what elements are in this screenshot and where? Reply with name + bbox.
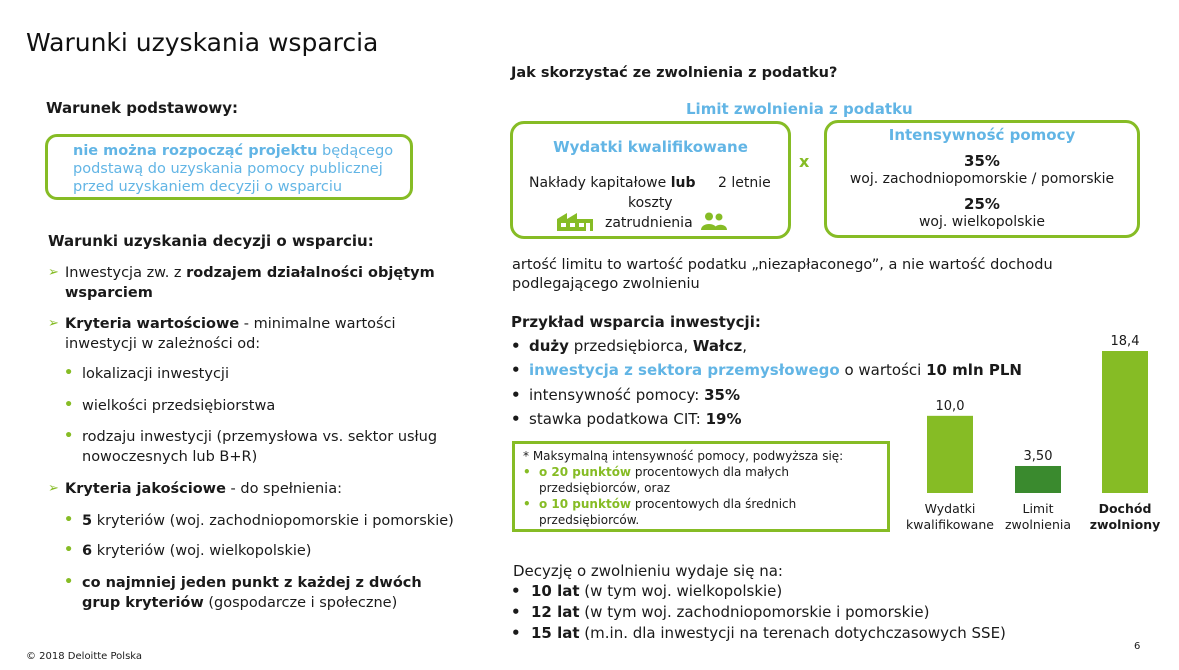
- multiply-sign: x: [799, 152, 810, 171]
- chart-bar: [1102, 351, 1148, 493]
- example-item-text: przedsiębiorca,: [568, 337, 693, 355]
- example-item: [511, 386, 740, 404]
- value-sub-item: [64, 396, 275, 416]
- chart-category-label: Wydatki: [924, 501, 976, 516]
- condition-item-value-rest: - minimalne wartości inwestycji w zależności od:: [65, 316, 396, 352]
- qualified-expenses-text: 2 letnie: [718, 175, 771, 191]
- aid-intensity-pct: 35%: [964, 152, 1000, 170]
- copyright: © 2018 Deloitte Polska: [26, 651, 143, 662]
- condition-item-value: [48, 314, 428, 354]
- chart-category-label: Limit: [1022, 501, 1054, 516]
- bullet-icon: •: [523, 497, 531, 511]
- example-item-text: ,: [742, 337, 748, 355]
- quality-sub-item: [64, 573, 464, 613]
- condition-item-activity: [48, 263, 468, 303]
- bullet-icon: •: [511, 624, 521, 642]
- example-item-highlight: inwestycja z sektora przemysłowego: [529, 361, 840, 379]
- example-item-text: stawka podatkowa CIT:: [529, 410, 706, 428]
- basic-condition-line2: podstawą do uzyskania pomocy publicznej: [73, 161, 383, 177]
- page-title: Warunki uzyskania wsparcia: [26, 28, 379, 57]
- limit-note-line: podlegającego zwolnieniu: [512, 276, 700, 292]
- limit-heading: Limit zwolnienia z podatku: [686, 100, 913, 118]
- example-item-bold: 35%: [704, 386, 741, 404]
- example-item-text: o wartości: [839, 361, 927, 379]
- qualified-expenses-text: Nakłady kapitałowe: [529, 175, 671, 191]
- value-sub-item: [64, 427, 484, 467]
- question-heading: Jak skorzystać ze zwolnienia z podatku?: [511, 65, 838, 81]
- bullet-icon: •: [64, 542, 74, 558]
- example-item: [511, 410, 742, 428]
- chart-category-label: Dochód: [1098, 501, 1152, 516]
- condition-item-activity-pre: Inwestycja zw. z: [65, 265, 187, 281]
- condition-item-quality-rest: - do spełnienia:: [225, 481, 342, 497]
- max-intensity-text: procentowych dla małych: [631, 465, 789, 479]
- people-icon: [701, 212, 727, 230]
- factory-icon: [557, 213, 593, 231]
- basic-condition-line3: przed uzyskaniem decyzji o wsparciu: [73, 179, 343, 195]
- example-heading: Przykład wsparcia inwestycji:: [511, 313, 761, 331]
- bullet-icon: •: [64, 512, 74, 528]
- qualified-expenses-or: lub: [670, 175, 696, 191]
- max-intensity-points: o 10 punktów: [539, 497, 632, 511]
- example-item-bold: 10 mln PLN: [926, 361, 1022, 379]
- bullet-icon: •: [64, 365, 74, 381]
- aid-intensity-pct: 25%: [964, 195, 1000, 213]
- limit-note: [512, 256, 1112, 294]
- qualified-expenses-box: [510, 121, 791, 239]
- example-item-bold: 19%: [705, 410, 742, 428]
- bullet-icon: •: [64, 397, 74, 413]
- basic-condition-rest: będącego: [317, 143, 394, 159]
- aid-intensity-heading: Intensywność pomocy: [888, 126, 1076, 144]
- qualified-expenses-heading: Wydatki kwalifikowane: [553, 138, 748, 156]
- quality-sub-item: [64, 511, 454, 531]
- page-number: 6: [1134, 641, 1141, 652]
- chart-category-label: kwalifikowane: [906, 517, 994, 532]
- max-intensity-text: przedsiębiorców.: [539, 513, 640, 527]
- bullet-icon: •: [511, 361, 521, 379]
- basic-condition-heading: Warunek podstawowy:: [46, 99, 239, 117]
- bullet-icon: •: [511, 337, 521, 355]
- conditions-heading: Warunki uzyskania decyzji o wsparciu:: [48, 232, 374, 250]
- example-bar-chart: [895, 325, 1175, 540]
- condition-item-activity-bold: rodzajem działalności objętym wsparciem: [65, 265, 435, 301]
- aid-intensity-region: woj. zachodniopomorskie / pomorskie: [849, 171, 1115, 187]
- value-sub-item-text: wielkości przedsiębiorstwa: [82, 398, 276, 414]
- arrow-icon: ➢: [48, 481, 59, 496]
- decision-item-bold: 15 lat: [531, 624, 580, 642]
- example-item-bold: Wałcz: [692, 337, 743, 355]
- chart-bar: [1015, 466, 1061, 493]
- bullet-icon: •: [64, 428, 74, 444]
- basic-condition-box: [45, 134, 413, 200]
- decision-item-text: (w tym woj. wielkopolskie): [579, 582, 783, 600]
- decision-item: [511, 582, 782, 600]
- quality-sub-item: [64, 541, 311, 561]
- max-intensity-text: procentowych dla średnich: [631, 497, 797, 511]
- decision-item-bold: 12 lat: [531, 603, 580, 621]
- bullet-icon: •: [511, 582, 521, 600]
- condition-item-quality: [48, 479, 468, 499]
- max-intensity-intro: * Maksymalną intensywność pomocy, podwyższa się:: [523, 449, 844, 463]
- value-sub-item-text: rodzaju inwestycji (przemysłowa vs. sektor usług nowoczesnych lub B+R): [82, 429, 438, 465]
- qualified-expenses-text: koszty: [628, 195, 673, 211]
- arrow-icon: ➢: [48, 316, 59, 331]
- arrow-icon: ➢: [48, 265, 59, 280]
- bullet-icon: •: [523, 465, 531, 479]
- aid-intensity-box: [824, 120, 1140, 238]
- chart-value-label: 3,50: [1023, 448, 1053, 464]
- decision-item: [511, 624, 1006, 642]
- condition-item-value-bold: Kryteria wartościowe: [65, 316, 240, 332]
- bullet-icon: •: [511, 603, 521, 621]
- value-sub-item: [64, 364, 229, 384]
- value-sub-item-text: lokalizacji inwestycji: [82, 366, 229, 382]
- qualified-expenses-text: zatrudnienia: [605, 215, 693, 231]
- decision-item-text: (w tym woj. zachodniopomorskie i pomorskie): [579, 603, 930, 621]
- condition-item-quality-bold: Kryteria jakościowe: [65, 481, 226, 497]
- quality-sub-item-rest: kryteriów (woj. zachodniopomorskie i pomorskie): [92, 513, 454, 529]
- decision-item-text: (m.in. dla inwestycji na terenach dotychczasowych SSE): [579, 624, 1006, 642]
- max-intensity-note-box: [512, 441, 890, 532]
- chart-category-label: zwolniony: [1089, 517, 1161, 532]
- aid-intensity-region: woj. wielkopolskie: [918, 214, 1046, 230]
- decision-item: [511, 603, 930, 621]
- max-intensity-text: przedsiębiorców, oraz: [539, 481, 671, 495]
- basic-condition-bold: nie można rozpocząć projektu: [73, 143, 318, 159]
- decision-item-bold: 10 lat: [531, 582, 580, 600]
- quality-sub-item-rest: (gospodarcze i społeczne): [203, 595, 398, 611]
- max-intensity-points: o 20 punktów: [539, 465, 632, 479]
- max-intensity-row: [523, 464, 881, 496]
- chart-bar: [927, 416, 973, 493]
- example-item-bold: duży: [529, 337, 569, 355]
- chart-value-label: 10,0: [935, 398, 965, 414]
- max-intensity-row: [523, 496, 881, 528]
- quality-sub-item-bold: 6: [82, 543, 93, 559]
- limit-note-line: artość limitu to wartość podatku „niezapłaconego”, a nie wartość dochodu: [512, 257, 1053, 273]
- bullet-icon: •: [64, 574, 74, 590]
- example-item-text: intensywność pomocy:: [529, 386, 705, 404]
- bullet-icon: •: [511, 410, 521, 428]
- quality-sub-item-rest: kryteriów (woj. wielkopolskie): [92, 543, 312, 559]
- decision-intro: Decyzję o zwolnieniu wydaje się na:: [513, 562, 783, 580]
- chart-value-label: 18,4: [1110, 334, 1140, 349]
- example-item: [511, 337, 747, 355]
- quality-sub-item-bold: co najmniej jeden punkt z każdej z dwóch grup kryteriów: [82, 575, 422, 611]
- bullet-icon: •: [511, 386, 521, 404]
- chart-category-label: zwolnienia: [1004, 517, 1072, 532]
- quality-sub-item-bold: 5: [82, 513, 93, 529]
